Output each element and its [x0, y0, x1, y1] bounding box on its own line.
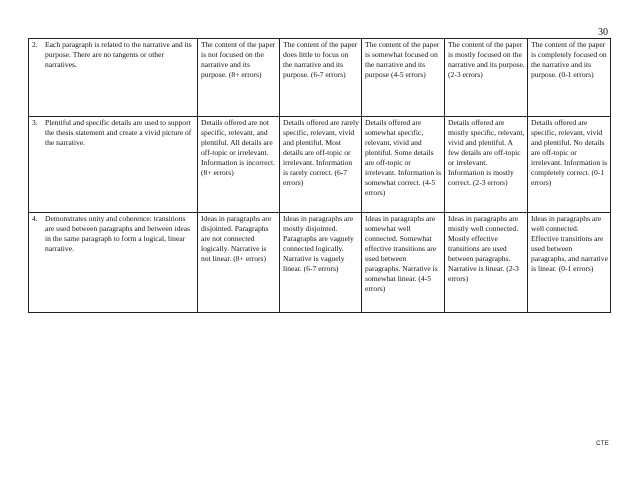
level-cell: The content of the paper is somewhat focused on the narrative and its purpose (4-5 errors) — [362, 39, 445, 117]
page-number: 30 — [598, 27, 608, 38]
criterion-number: 2. — [32, 40, 38, 49]
rubric-table — [28, 38, 611, 313]
rubric-row — [29, 39, 611, 117]
level-cell: The content of the paper is not focused on the narrative and its purpose. (8+ errors) — [198, 39, 280, 117]
level-cell: Details offered are rarely specific, relevant, vivid and plentiful. Most details are off-topic or irrelevant. Information is rarely correct. (6-7 errors) — [280, 117, 362, 213]
criterion-number: 3. — [32, 118, 38, 127]
rubric-row — [29, 213, 611, 313]
criterion-cell — [29, 39, 198, 117]
rubric-row — [29, 117, 611, 213]
level-cell: Details offered are specific, relevant, vivid and plentiful. No details are off-topic or irrelevant. Information is completely correct. (0-1 errors) — [528, 117, 611, 213]
level-cell: Ideas in paragraphs are disjointed. Paragraphs are not connected logically. Narrative is not linear. (8+ errors) — [198, 213, 280, 313]
level-cell: Details offered are mostly specific, relevant, vivid and plentiful. A few details are off-topic or irrelevant. Information is mostly correct. (2-3 errors) — [445, 117, 528, 213]
level-cell: Ideas in paragraphs are mostly well connected. Mostly effective transitions are used between paragraphs. Narrative is linear. (2-3 errors) — [445, 213, 528, 313]
criterion-text: Each paragraph is related to the narrative and its purpose. There are no tangents or other narratives. — [45, 40, 192, 69]
criterion-text: Plentiful and specific details are used to support the thesis statement and create a vivid picture of the narrative. — [45, 118, 192, 147]
level-cell: The content of the paper is completely focused on the narrative and its purpose. (0-1 errors) — [528, 39, 611, 117]
criterion-cell — [29, 117, 198, 213]
level-cell: The content of the paper is mostly focused on the narrative and its purpose. (2-3 errors) — [445, 39, 528, 117]
level-cell: Details offered are not specific, relevant, and plentiful. All details are off-topic or irrelevant. Information is incorrect. (8+ errors) — [198, 117, 280, 213]
footer-label: CTE — [596, 441, 609, 447]
criterion-cell — [29, 213, 198, 313]
level-cell: Ideas in paragraphs are well connected. Effective transitions are used between paragraphs, and narrative is linear. (0-1 errors) — [528, 213, 611, 313]
criterion-text: Demonstrates unity and coherence: transitions are used between paragraphs and between ideas in the same paragraph to form a logical, linear narrative. — [45, 214, 191, 253]
level-cell: Details offered are somewhat specific, relevant, vivid and plentiful. Some details are off-topic or irrelevant. Information is somewhat correct. (4-5 errors) — [362, 117, 445, 213]
level-cell: Ideas in paragraphs are somewhat well connected. Somewhat effective transitions are used between paragraphs. Narrative is somewhat linear. (4-5 errors) — [362, 213, 445, 313]
criterion-number: 4. — [32, 214, 38, 223]
level-cell: The content of the paper does little to focus on the narrative and its purpose. (6-7 errors) — [280, 39, 362, 117]
level-cell: Ideas in paragraphs are mostly disjointed. Paragraphs are vaguely connected logically. Narrative is vaguely linear. (6-7 errors) — [280, 213, 362, 313]
